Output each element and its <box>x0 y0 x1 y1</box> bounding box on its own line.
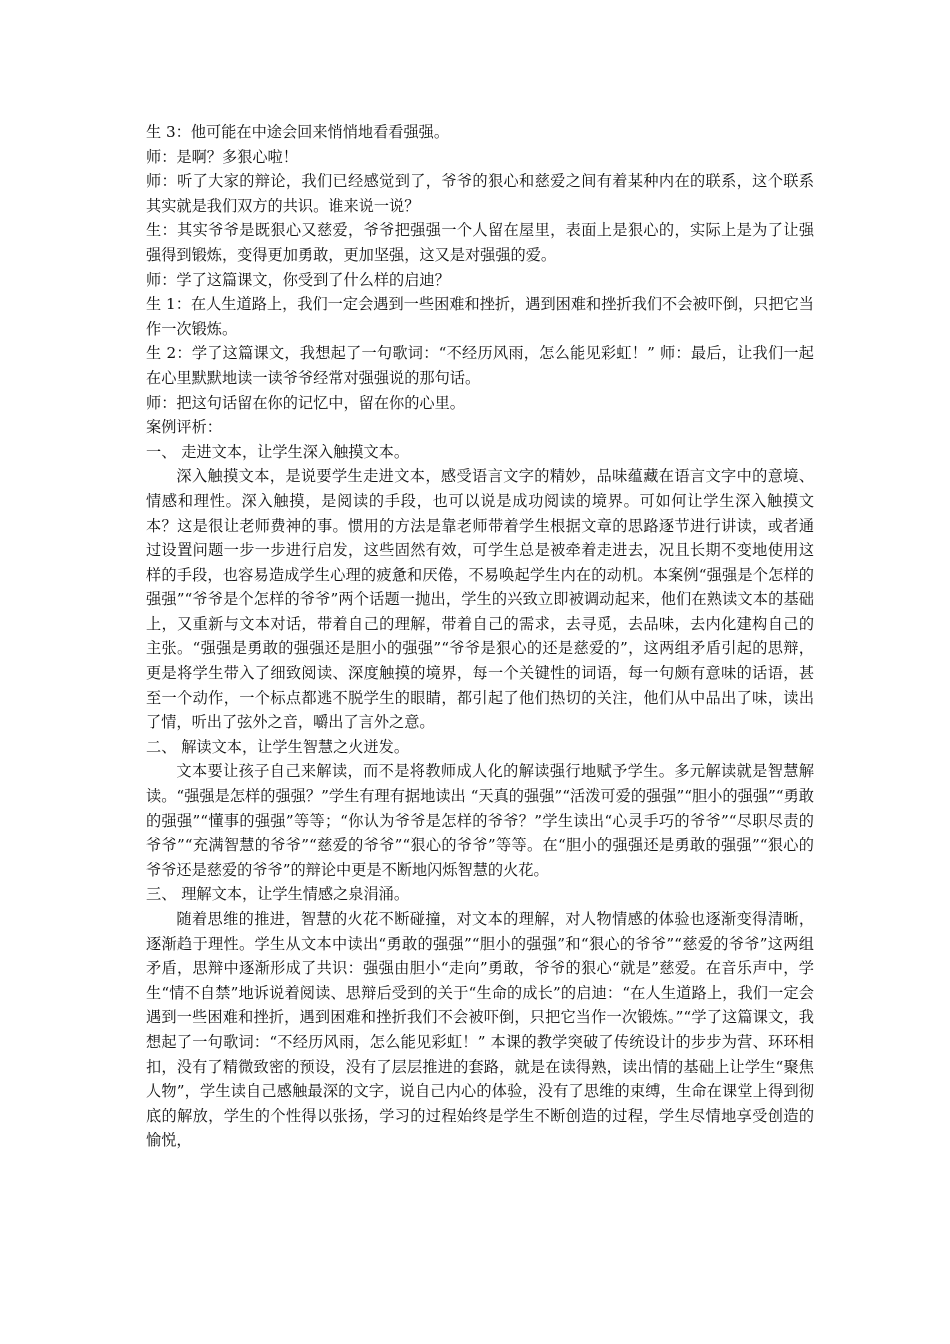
body-paragraph-3: 随着思维的推进，智慧的火花不断碰撞，对文本的理解，对人物情感的体验也逐渐变得清晰，逐渐趋于理性。学生从文本中读出“勇敢的强强”“胆小的强强”和“狠心的爷爷”“慈爱的爷爷”这两组矛盾，思辩中逐渐形成了共识：强强由胆小“走向”勇敢，爷爷的狠心“就是”慈爱。在音乐声中，学生“情不自禁”地诉说着阅读、思辩后受到的关于“生命的成长”的启迪：“在人生道路上，我们一定会遇到一些困难和挫折，遇到困难和挫折我们不会被吓倒，只把它当作一次锻炼。”“学了这篇课文，我想起了一句歌词：“不经历风雨，怎么能见彩虹！” 本课的教学突破了传统设计的步步为营、环环相扣，没有了精微致密的预设，没有了层层推进的套路，就是在读得熟，读出情的基础上让学生“聚焦人物”，学生读自己感触最深的文字，说自己内心的体验，没有了思维的束缚，生命在课堂上得到彻底的解放，学生的个性得以张扬，学习的过程始终是学生不断创造的过程，学生尽情地享受创造的愉悦， <box>146 910 814 1150</box>
dialogue-teacher-2: 师：听了大家的辩论，我们已经感觉到了，爷爷的狠心和慈爱之间有着某种内在的联系，这个联系其实就是我们双方的共识。谁来说一说？ <box>146 172 814 215</box>
dialogue-teacher-3: 师：学了这篇课文，你受到了什么样的启迪？ <box>146 270 450 289</box>
dialogue-student-2: 生 2：学了这篇课文，我想起了一句歌词：“不经历风雨，怎么能见彩虹！” 师：最后，让我们一起在心里默默地读一读爷爷经常对强强说的那句话。 <box>146 344 814 387</box>
subheading-2: 二、 解读文本，让学生智慧之火迸发。 <box>146 737 410 756</box>
body-paragraph-1: 深入触摸文本，是说要学生走进文本，感受语言文字的精妙，品味蕴藏在语言文字中的意境、情感和理性。深入触摸，是阅读的手段，也可以说是成功阅读的境界。可如何让学生深入触摸文本？这是很让老师费神的事。惯用的方法是靠老师带着学生根据文章的思路逐节进行讲读，或者通过设置问题一步一步进行启发，这些固然有效，可学生总是被牵着走进去，况且长期不变地使用这样的手段，也容易造成学生心理的疲惫和厌倦，不易唤起学生内在的动机。本案例“强强是个怎样的强强”“爷爷是个怎样的爷爷”两个话题一抛出，学生的兴致立即被调动起来，他们在熟读文本的基础上，又重新与文本对话，带着自己的理解，带着自己的需求，去寻觅，去品味，去内化建构自己的主张。“强强是勇敢的强强还是胆小的强强”“爷爷是狠心的还是慈爱的”，这两组矛盾引起的思辩，更是将学生带入了细致阅读、深度触摸的境界，每一个关键性的词语，每一句颇有意味的话语，甚至一个动作，一个标点都逃不脱学生的眼睛，都引起了他们热切的关注，他们从中品出了味，读出了情，听出了弦外之音，嚼出了言外之意。 <box>146 467 814 732</box>
subheading-3: 三、 理解文本，让学生情感之泉涓涌。 <box>146 885 410 904</box>
document-body <box>146 120 814 1153</box>
body-paragraph-2: 文本要让孩子自己来解读，而不是将教师成人化的解读强行地赋予学生。多元解读就是智慧解读。“强强是怎样的强强？”学生有理有据地读出 “天真的强强”“活泼可爱的强强”“胆小的强强”“勇敢的强强”“懂事的强强”等等；“你认为爷爷是怎样的爷爷？”学生读出“心灵手巧的爷爷”“尽职尽责的爷爷”“充满智慧的爷爷”“慈爱的爷爷”“狠心的爷爷”等等。在“胆小的强强还是勇敢的强强”“狠心的爷爷还是慈爱的爷爷”的辩论中更是不断地闪烁智慧的火花。 <box>146 762 814 879</box>
section-heading-analysis: 案例评析： <box>146 418 222 437</box>
dialogue-student-1: 生 1：在人生道路上，我们一定会遇到一些困难和挫折，遇到困难和挫折我们不会被吓倒，只把它当作一次锻炼。 <box>146 295 814 338</box>
dialogue-teacher-4: 师：把这句话留在你的记忆中，留在你的心里。 <box>146 393 465 412</box>
dialogue-student: 生：其实爷爷是既狠心又慈爱，爷爷把强强一个人留在屋里，表面上是狠心的，实际上是为了让强强得到锻炼，变得更加勇敢，更加坚强，这又是对强强的爱。 <box>146 221 814 264</box>
subheading-1: 一、 走进文本，让学生深入触摸文本。 <box>146 442 410 461</box>
dialogue-teacher-1: 师：是啊？多狠心啦！ <box>146 147 298 166</box>
dialogue-student-3: 生 3：他可能在中途会回来悄悄地看看强强。 <box>146 123 450 141</box>
